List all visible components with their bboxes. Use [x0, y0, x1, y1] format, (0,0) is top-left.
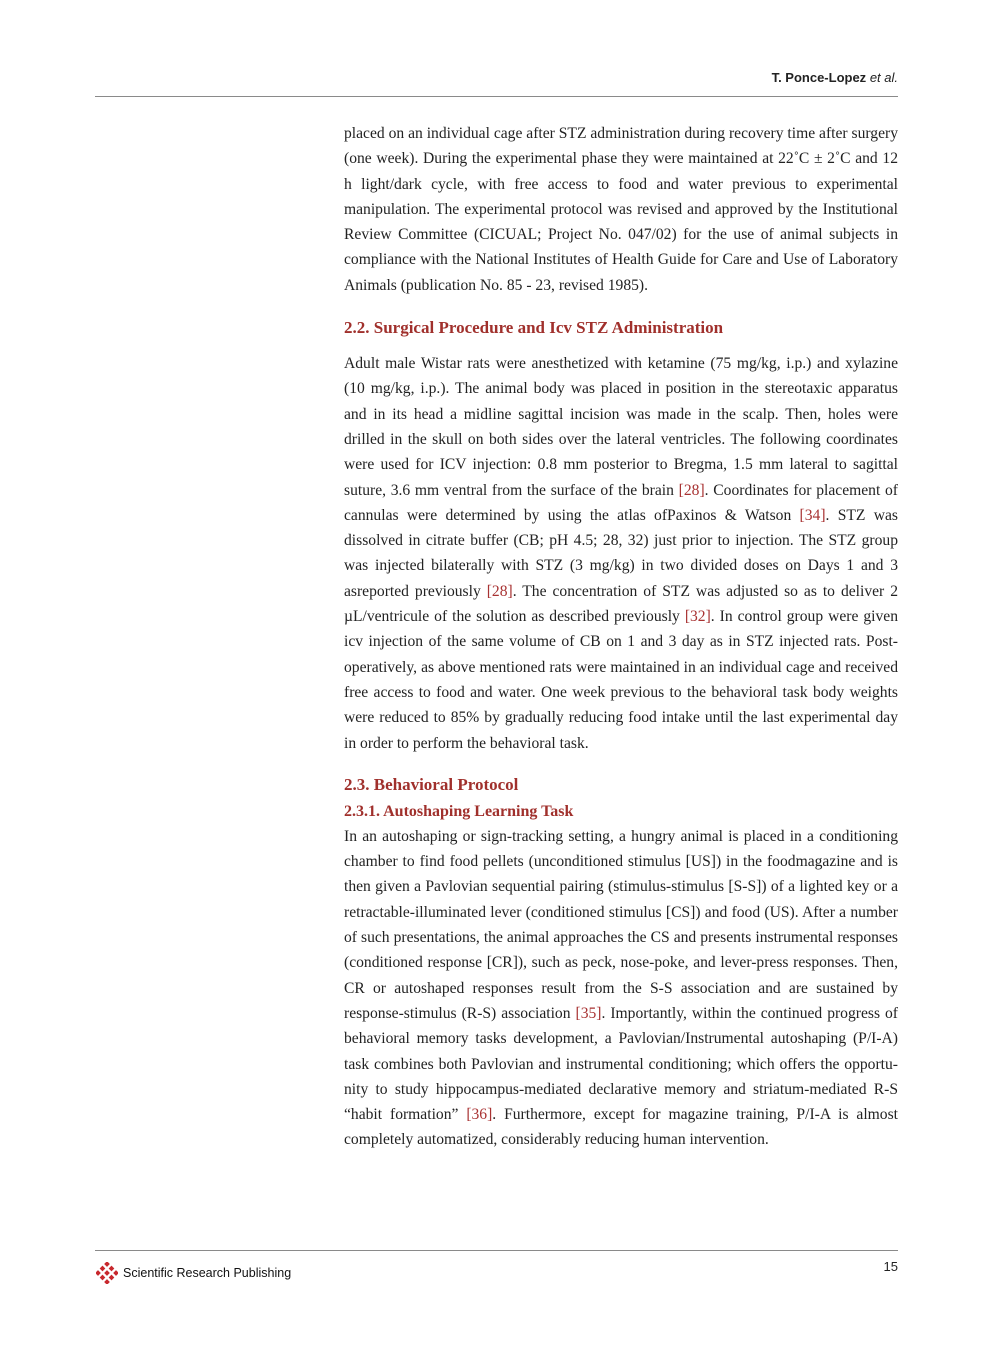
- citation-link[interactable]: [28]: [486, 582, 513, 600]
- paragraph-surgical-procedure: [344, 351, 898, 756]
- citation-link[interactable]: [36]: [466, 1106, 493, 1124]
- paragraph-intro-continued: placed on an individual cage after STZ administration during recovery time after surgery (one week). During the experimental phase they were maintained at 22˚C ± 2˚C and 12 h light/dark cycle, with free access to food and water previous to experimental manipulation. The experimental protocol was revised and approved by the Institutional Review Committee (CICUAL; Project No. 047/02) for the use of animal subjects in compliance with the National Institutes of Health Guide for Care and Use of Laboratory Animals (publication No. 85 - 23, revised 1985).: [344, 125, 898, 294]
- paragraph-autoshaping: [344, 824, 898, 1153]
- text-segment: . Importantly, within the continued progress of behavioral memory tasks development, a Pavlovian/Instrumental autoshaping (P/I-A) task combines both Pavlovian and instrumental conditioning; which offers the opportunity to study hippocampus-mediated declarative memory and striatum-mediated R-S “habit formation”: [344, 1004, 898, 1124]
- subsection-heading-2-3-1: 2.3.1. Autoshaping Learning Task: [344, 802, 574, 820]
- citation-link[interactable]: [28]: [678, 481, 705, 499]
- text-segment: . In control group were given icv injection of the same volume of CB on 1 and 3 day as in STZ injected rats. Post-operatively, as above mentioned rats were maintained in an individual cage and received free access to food and water. One week previous to the behavioral task body weights were reduced to 85% by gradually reducing food intake until the last experimental day in order to perform the behavioral task.: [344, 608, 899, 752]
- publisher-logo: [96, 1261, 291, 1285]
- citation-link[interactable]: [32]: [684, 608, 711, 626]
- section-heading-2-3: 2.3. Behavioral Protocol: [344, 774, 519, 794]
- text-segment: Adult male Wistar rats were anesthetized with ketamine (75 mg/kg, i.p.) and xylazine (10 mg/kg, i.p.). The animal body was placed in position in the stereotaxic apparatus and in its head a midline sagittal incision was made in the scalp. Then, holes were drilled in the skull on both sides over the lateral ventricles. The following coordinates were used for ICV injection: 0.8 mm posterior to Bregma, 1.5 mm lateral to sagittal suture, 3.6 mm ventral from the surface of the brain: [344, 355, 898, 499]
- publisher-name: Scientific Research Publishing: [123, 1266, 292, 1280]
- article-body: [344, 121, 898, 1153]
- footer-rule: [95, 1250, 898, 1251]
- header-rule: [95, 96, 898, 97]
- text-segment: . Furthermore, except for magazine training, P/I-A is almost completely automatized, considerably reducing human intervention.: [344, 1106, 899, 1149]
- header-etal: et al.: [869, 70, 898, 85]
- header-author: T. Ponce-Lopez: [771, 70, 867, 85]
- section-heading-2-2: 2.2. Surgical Procedure and Icv STZ Administration: [344, 318, 724, 338]
- page-number: 15: [883, 1259, 898, 1274]
- scirp-logo-icon: [96, 1262, 118, 1284]
- citation-link[interactable]: [34]: [799, 506, 826, 524]
- text-segment: . STZ was dissolved in citrate buffer (CB; pH 4.5; 28, 32) just prior to injection. The STZ group was injected bilaterally with STZ (3 mg/kg) in two divided doses on Days 1 and 3 asreported previously: [344, 506, 898, 600]
- citation-link[interactable]: [35]: [575, 1004, 602, 1022]
- running-header: [95, 70, 898, 85]
- text-segment: . The concentration of STZ was adjusted so as to deliver 2 µL/ventricule of the solution as described previously: [344, 582, 898, 626]
- text-segment: . Coordinates for placement of cannulas were determined by using the atlas ofPaxinos & Watson: [344, 481, 898, 524]
- text-segment: In an autoshaping or sign-tracking setting, a hungry animal is placed in a conditioning chamber to find food pellets (unconditioned stimulus [US]) in the foodmagazine and is then given a Pavlovian sequential pairing (stimulus-stimulus [S-S]) of a lighted key or a retractable-illuminated lever (conditioned stimulus [CS]) and food (US). After a number of such presentations, the animal approaches the CS and presents instrumental responses (conditioned response [CR]), such as peck, nose-poke, and lever-press responses. Then, CR or autoshaped responses result from the S-S association and are sustained by response-stimulus (R-S) association: [344, 827, 898, 1022]
